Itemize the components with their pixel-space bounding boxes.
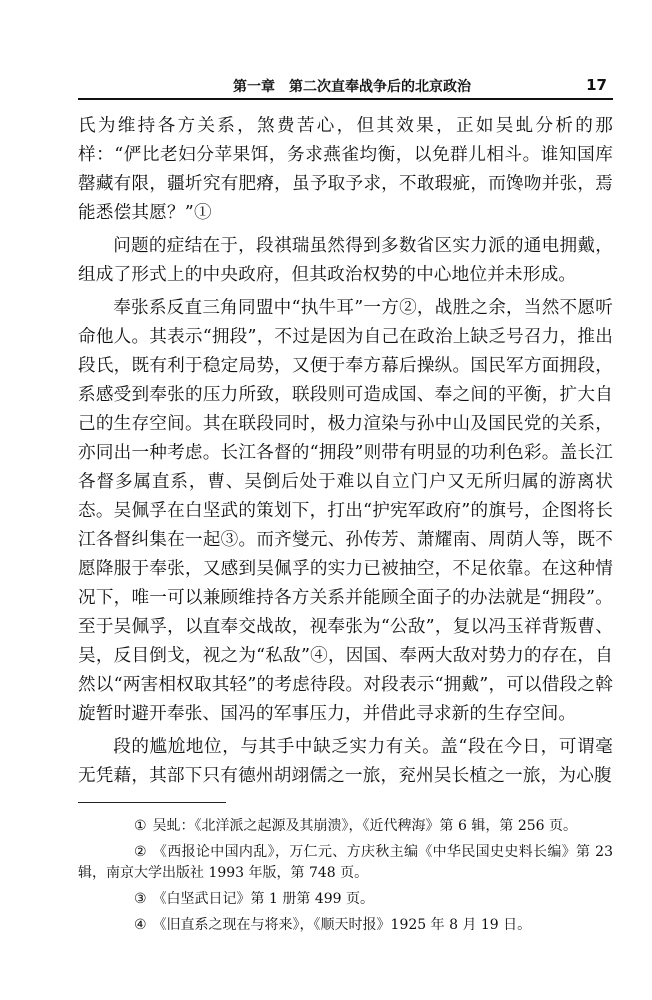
chapter-title: 第一章 第二次直奉战争后的北京政治 (233, 79, 471, 95)
footnote-text: 吴虬：《北洋派之起源及其崩溃》，《近代稗海》第 6 辑，第 256 页。 (152, 818, 577, 834)
footnote-rule (78, 802, 226, 803)
footnote (78, 816, 613, 837)
header-rule (78, 98, 613, 100)
footnote-mark: ② (134, 844, 147, 860)
footnote-mark: ③ (134, 891, 147, 907)
footnote-text: 《白坚武日记》第 1 册第 499 页。 (152, 891, 374, 907)
page-number: 17 (586, 76, 607, 94)
paragraph: 奉张系反直三角同盟中“执牛耳”一方②，战胜之余，当然不愿听命他人。其表示“拥段”，不过是因为自己在政治上缺乏号召力，推出段氏，既有利于稳定局势，又便于奉方幕后操纵。国民军方面拥段，系感受到奉张的压力所致，联段则可造成国、奉之间的平衡，扩大自己的生存空间。其在联段同时，极力渲染与孙中山及国民党的关系，亦同出一种考虑。长江各督的“拥段”则带有明显的功利色彩。盖长江各督多属直系，曹、吴倒后处于难以自立门户又无所归属的游离状态。吴佩孚在白坚武的策划下，打出“护宪军政府”的旗号，企图将长江各督纠集在一起③。而齐燮元、孙传芳、萧耀南、周荫人等，既不愿降服于奉张，又感到吴佩孚的实力已被抽空，不足依靠。在这种情况下，唯一可以兼顾维持各方关系并能顾全面子的办法就是“拥段”。至于吴佩孚，以直奉交战故，视奉张为“公敌”，复以冯玉祥背叛曹、吴，反目倒戈，视之为“私敌”④，因国、奉两大敌对势力的存在，自然以“两害相权取其轻”的考虑待段。对段表示“拥戴”，可以借段之斡旋暂时避开奉张、国冯的军事压力，并借此寻求新的生存空间。 (78, 298, 614, 724)
footnotes (78, 816, 613, 941)
footnote-text: 《旧直系之现在与将来》，《顺天时报》1925 年 8 月 19 日。 (152, 917, 532, 933)
paragraph: 氏为维持各方关系，煞费苦心，但其效果，正如吴虬分析的那样：“俨比老妇分苹果饵，务求燕雀均衡，以免群儿相斗。谁知国库罄藏有限，疆圻究有肥瘠，虽予取予求，不敢瑕疵，而馋吻并张，焉能悉偿其愿？”① (78, 116, 613, 223)
body-text (78, 112, 613, 795)
footnote (78, 889, 613, 910)
footnote-mark: ① (134, 818, 147, 834)
footnote (78, 842, 613, 884)
footnote-mark: ④ (134, 917, 147, 933)
paragraph: 问题的症结在于，段祺瑞虽然得到多数省区实力派的通电拥戴，组成了形式上的中央政府，但其政治权势的中心地位并未形成。 (78, 236, 613, 285)
running-header (78, 76, 613, 98)
footnote (78, 915, 613, 936)
paragraph: 段的尴尬地位，与其手中缺乏实力有关。盖“段在今日，可谓毫无凭藉，其部下只有德州胡翊儒之一旅，兖州吴长植之一旅，为心腹 (78, 737, 613, 786)
footnote-text: 《西报论中国内乱》，万仁元、方庆秋主编《中华民国史史料长编》第 23 辑，南京大学出版社 1993 年版，第 748 页。 (78, 844, 613, 881)
